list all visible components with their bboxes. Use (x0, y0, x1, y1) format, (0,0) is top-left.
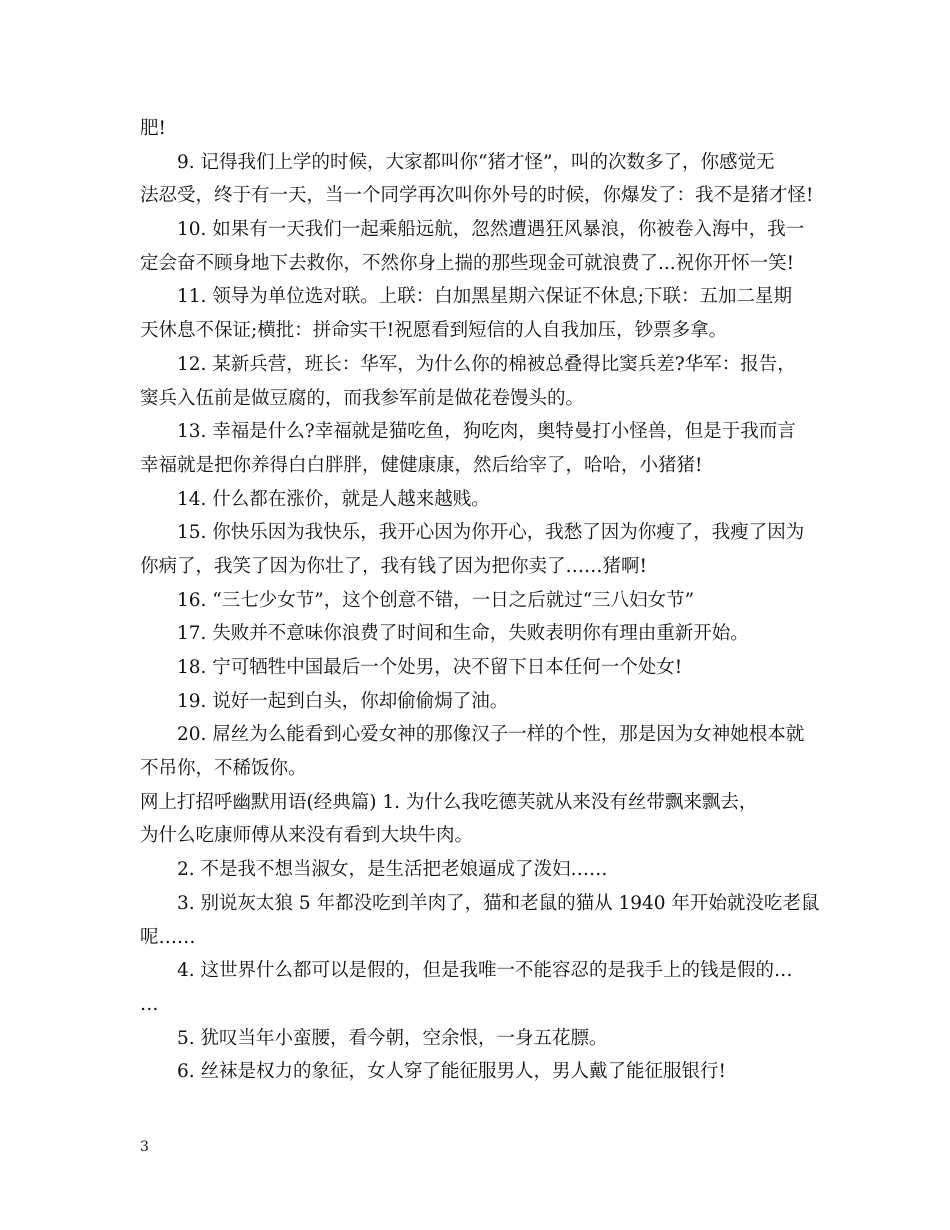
text-line: 幸福就是把你养得白白胖胖，健健康康，然后给宰了，哈哈，小猪猪! (140, 454, 703, 476)
text-line: 3. 别说灰太狼 5 年都没吃到羊肉了，猫和老鼠的猫从 1940 年开始就没吃老鼠 (177, 892, 820, 914)
text-line: 20. 屌丝为么能看到心爱女神的那像汉子一样的个性，那是因为女神她根本就 (177, 724, 805, 746)
text-line: 10. 如果有一天我们一起乘船远航，忽然遭遇狂风暴浪，你被卷入海中，我一 (177, 219, 805, 241)
text-line: … (140, 993, 159, 1015)
text-line: 14. 什么都在涨价，就是人越来越贱。 (177, 488, 490, 510)
text-line: 你病了，我笑了因为你壮了，我有钱了因为把你卖了……猪啊! (140, 555, 647, 577)
text-line: 11. 领导为单位选对联。上联：白加黑星期六保证不休息;下联：五加二星期 (177, 286, 793, 308)
text-line: 5. 犹叹当年小蛮腰，看今朝，空余恨，一身五花膘。 (177, 1027, 608, 1049)
text-line: 6. 丝袜是权力的象征，女人穿了能征服男人，男人戴了能征服银行! (177, 1061, 726, 1083)
text-line: 18. 宁可牺牲中国最后一个处男，决不留下日本任何一个处女! (177, 657, 683, 678)
text-line: 16. “三七少女节”，这个创意不错，一日之后就过“三八妇女节” (177, 589, 695, 611)
body-text (140, 112, 820, 1089)
text-line: 法忍受，终于有一天，当一个同学再次叫你外号的时候，你爆发了：我不是猪才怪! (140, 185, 814, 207)
text-line: 为什么吃康师傅从来没有看到大块牛肉。 (140, 825, 474, 847)
text-line: 12. 某新兵营，班长：华军，为什么你的棉被总叠得比窦兵差?华军：报告， (177, 353, 796, 375)
text-line: 17. 失败并不意味你浪费了时间和生命，失败表明你有理由重新开始。 (177, 623, 749, 645)
text-line: 19. 说好一起到白头，你却偷偷焗了油。 (177, 690, 509, 712)
text-line: 窦兵入伍前是做豆腐的，而我参军前是做花卷馒头的。 (140, 387, 585, 409)
text-line: 呢…… (140, 926, 196, 948)
text-line: 网上打招呼幽默用语(经典篇) 1. 为什么我吃德芙就从来没有丝带飘来飘去， (140, 791, 758, 813)
text-line: 9. 记得我们上学的时候，大家都叫你“猪才怪”，叫的次数多了，你感觉无 (177, 151, 775, 173)
text-line: 肥! (140, 118, 166, 139)
page-number: 3 (140, 1139, 149, 1155)
text-line: 不吊你，不稀饭你。 (140, 758, 307, 780)
text-line: 2. 不是我不想当淑女，是生活把老娘逼成了泼妇…… (177, 859, 608, 881)
text-line: 天休息不保证;横批：拼命实干!祝愿看到短信的人自我加压，钞票多拿。 (140, 320, 728, 342)
text-line: 4. 这世界什么都可以是假的，但是我唯一不能容忍的是我手上的钱是假的… (177, 960, 793, 982)
text-line: 13. 幸福是什么?幸福就是猫吃鱼，狗吃肉，奥特曼打小怪兽，但是于我而言 (177, 421, 796, 443)
text-line: 定会奋不顾身地下去救你，不然你身上揣的那些现金可就浪费了...祝你开怀一笑! (140, 252, 795, 274)
text-line: 15. 你快乐因为我快乐，我开心因为你开心，我愁了因为你瘦了，我瘦了因为 (177, 522, 805, 544)
